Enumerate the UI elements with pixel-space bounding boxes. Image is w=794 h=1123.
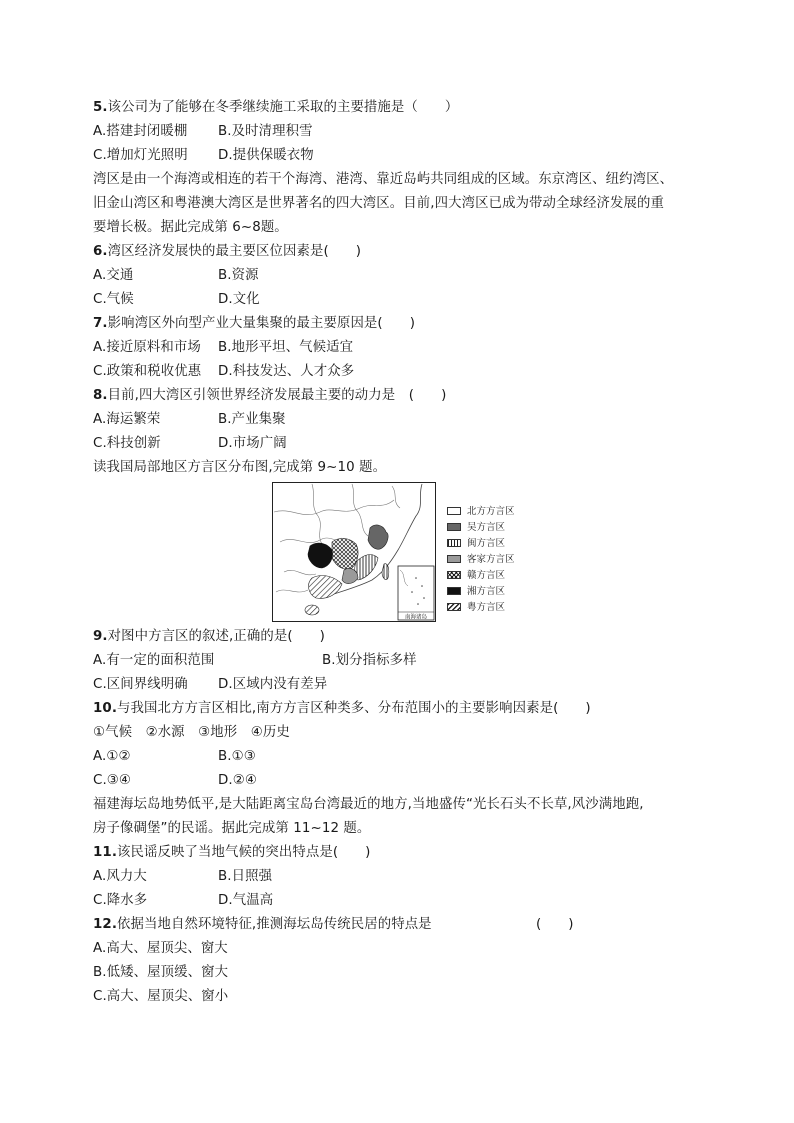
- passage-line: 湾区是由一个海湾或相连的若干个海湾、港湾、靠近岛屿共同组成的区域。东京湾区、纽约湾区、: [93, 172, 674, 187]
- question-number: 10.: [93, 701, 118, 716]
- options-row: [93, 123, 313, 141]
- options-row: [93, 267, 259, 285]
- options-row: [93, 748, 256, 766]
- option-c: C.气候: [93, 292, 134, 307]
- inset-label: 南海诸岛: [404, 614, 428, 621]
- question-number: 6.: [93, 244, 108, 259]
- option-c: C.科技创新: [93, 436, 161, 451]
- option-b: B.划分指标多样: [322, 653, 417, 668]
- question-7: [93, 315, 415, 333]
- choice-items: ①气候 ②水源 ③地形 ④历史: [93, 725, 290, 740]
- option-a: A.高大、屋顶尖、窗大: [93, 941, 228, 956]
- option-b: B.低矮、屋顶缓、窗大: [93, 965, 229, 980]
- passage-line: 读我国局部地区方言区分布图,完成第 9~10 题。: [93, 460, 387, 475]
- question-10: [93, 700, 591, 718]
- island-hainan: [305, 605, 319, 615]
- option-d: D.市场广阔: [218, 436, 287, 451]
- question-number: 8.: [93, 388, 108, 403]
- question-8: [93, 387, 446, 405]
- option-b: B.日照强: [218, 869, 273, 884]
- question-6: [93, 243, 361, 261]
- legend-swatch: [447, 507, 461, 515]
- option-c: C.增加灯光照明: [93, 148, 188, 163]
- option-b: B.产业集聚: [218, 412, 286, 427]
- options-row: [93, 772, 257, 790]
- question-number: 9.: [93, 629, 108, 644]
- question-stem: 依据当地自然环境特征,推测海坛岛传统民居的特点是: [117, 917, 432, 932]
- legend-swatch: [447, 587, 461, 595]
- question-stem: 该民谣反映了当地气候的突出特点是( ): [117, 845, 371, 860]
- question-9: [93, 628, 325, 646]
- passage-line: 福建海坛岛地势低平,是大陆距离宝岛台湾最近的地方,当地盛传“光长石头不长草,风沙满地跑,: [93, 797, 644, 812]
- question-number: 5.: [93, 100, 108, 115]
- option-b: B.及时清理积雪: [218, 124, 313, 139]
- options-row: [93, 339, 354, 357]
- legend-swatch: [447, 523, 461, 531]
- options-row: [93, 652, 417, 670]
- option-d: D.气温高: [218, 893, 274, 908]
- legend-label: 粤方言区: [467, 602, 506, 613]
- legend-swatch: [447, 555, 461, 563]
- legend-label: 湘方言区: [467, 586, 506, 597]
- legend-swatch: [447, 571, 461, 579]
- answer-parenthesis: ( ): [536, 917, 574, 932]
- option-c: C.政策和税收优惠: [93, 364, 202, 379]
- question-number: 11.: [93, 845, 118, 860]
- options-row: [93, 676, 328, 694]
- question-stem: 湾区经济发展快的最主要区位因素是( ): [107, 244, 362, 259]
- option-a: A.交通: [93, 268, 134, 283]
- legend-swatch: [447, 603, 461, 611]
- legend-label: 北方方言区: [467, 506, 515, 517]
- option-d: D.科技发达、人才众多: [218, 364, 355, 379]
- options-row: [93, 363, 355, 381]
- option-c: C.③④: [93, 773, 132, 788]
- question-stem: 与我国北方方言区相比,南方方言区种类多、分布范围小的主要影响因素是( ): [117, 701, 591, 716]
- options-row: [93, 892, 274, 910]
- legend-label: 赣方言区: [467, 570, 506, 581]
- option-a: A.风力大: [93, 869, 147, 884]
- option-a: A.接近原料和市场: [93, 340, 201, 355]
- option-a: A.海运繁荣: [93, 412, 161, 427]
- dialect-map: [272, 482, 436, 622]
- option-c: C.区间界线明确: [93, 677, 188, 692]
- legend-label: 闽方言区: [467, 538, 506, 549]
- option-a: A.搭建封闭暖棚: [93, 124, 188, 139]
- options-row: [93, 435, 287, 453]
- question-stem: 目前,四大湾区引领世界经济发展最主要的动力是 ( ): [107, 388, 447, 403]
- options-row: [93, 291, 260, 309]
- option-d: D.文化: [218, 292, 260, 307]
- legend-label: 吴方言区: [467, 522, 506, 533]
- options-row: [93, 147, 314, 165]
- question-number: 12.: [93, 917, 118, 932]
- question-stem: 影响湾区外向型产业大量集聚的最主要原因是( ): [107, 316, 416, 331]
- options-row: [93, 411, 286, 429]
- option-b: B.①③: [218, 749, 256, 764]
- option-d: D.区域内没有差异: [218, 677, 328, 692]
- question-12: [93, 916, 574, 934]
- legend-swatch: [447, 539, 461, 547]
- question-number: 7.: [93, 316, 108, 331]
- passage-line: 要增长极。据此完成第 6~8题。: [93, 220, 288, 235]
- option-b: B.地形平坦、气候适宜: [218, 340, 354, 355]
- question-11: [93, 844, 371, 862]
- legend-label: 客家方言区: [467, 554, 515, 565]
- passage-line: 房子像碉堡”的民谣。据此完成第 11~12 题。: [93, 821, 371, 836]
- options-row: [93, 868, 273, 886]
- option-b: B.资源: [218, 268, 259, 283]
- option-a: A.①②: [93, 749, 131, 764]
- question-5: [93, 99, 458, 117]
- option-d: D.提供保暖衣物: [218, 148, 314, 163]
- passage-line: 旧金山湾区和粤港澳大湾区是世界著名的四大湾区。目前,四大湾区已成为带动全球经济发展的重: [93, 196, 664, 211]
- option-d: D.②④: [218, 773, 257, 788]
- option-c: C.高大、屋顶尖、窗小: [93, 989, 229, 1004]
- option-a: A.有一定的面积范围: [93, 653, 215, 668]
- question-stem: 对图中方言区的叙述,正确的是( ): [107, 629, 325, 644]
- option-c: C.降水多: [93, 893, 148, 908]
- question-stem: 该公司为了能够在冬季继续施工采取的主要措施是（ ）: [107, 100, 459, 115]
